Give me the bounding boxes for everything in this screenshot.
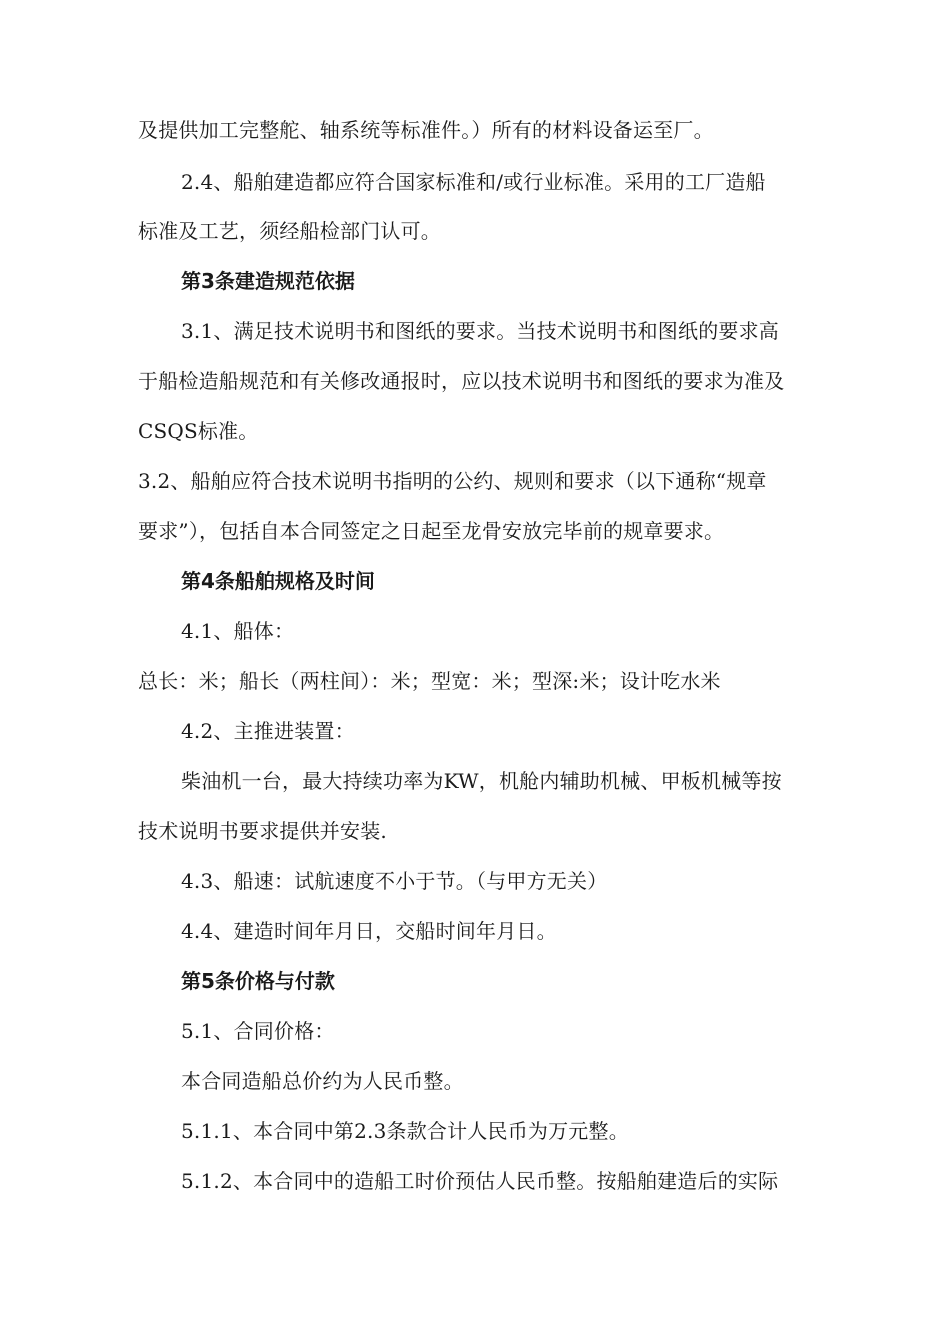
paragraph-line: 3.1、满足技术说明书和图纸的要求。当技术说明书和图纸的要求高 [181,319,780,343]
paragraph-line: 要求”），包括自本合同签定之日起至龙骨安放完毕前的规章要求。 [138,519,725,543]
paragraph-line: 总长：米；船长（两柱间）：米；型宽：米；型深:米；设计吃水米 [138,669,721,693]
paragraph-line: 5.1.1、本合同中第2.3条款合计人民币为万元整。 [181,1119,629,1143]
paragraph-line: 技术说明书要求提供并安装. [138,819,387,843]
section-heading: 第5条价格与付款 [181,969,335,993]
section-heading: 第3条建造规范依据 [181,269,355,293]
paragraph-line: 5.1.2、本合同中的造船工时价预估人民币整。按船舶建造后的实际 [181,1169,779,1193]
section-heading: 第4条船舶规格及时间 [181,569,375,593]
paragraph-line: 4.2、主推进装置： [181,719,355,743]
paragraph-line: 5.1、合同价格： [181,1019,335,1043]
paragraph-line: 2.4、船舶建造都应符合国家标准和/或行业标准。采用的工厂造船 [181,170,766,194]
paragraph-line: 4.4、建造时间年月日，交船时间年月日。 [181,919,557,943]
paragraph-line: CSQS标准。 [138,419,259,443]
paragraph-line: 于船检造船规范和有关修改通报时，应以技术说明书和图纸的要求为准及 [138,369,785,393]
paragraph-line: 标准及工艺，须经船检部门认可。 [138,219,441,243]
paragraph-line: 4.3、船速：试航速度不小于节。（与甲方无关） [181,869,608,893]
paragraph-line: 本合同造船总价约为人民币整。 [181,1069,464,1093]
paragraph-line: 柴油机一台，最大持续功率为KW，机舱内辅助机械、甲板机械等按 [181,769,782,793]
paragraph-line: 及提供加工完整舵、轴系统等标准件。）所有的材料设备运至厂。 [138,118,714,142]
paragraph-line: 4.1、船体： [181,619,295,643]
paragraph-line: 3.2、船舶应符合技术说明书指明的公约、规则和要求（以下通称“规章 [138,469,767,493]
